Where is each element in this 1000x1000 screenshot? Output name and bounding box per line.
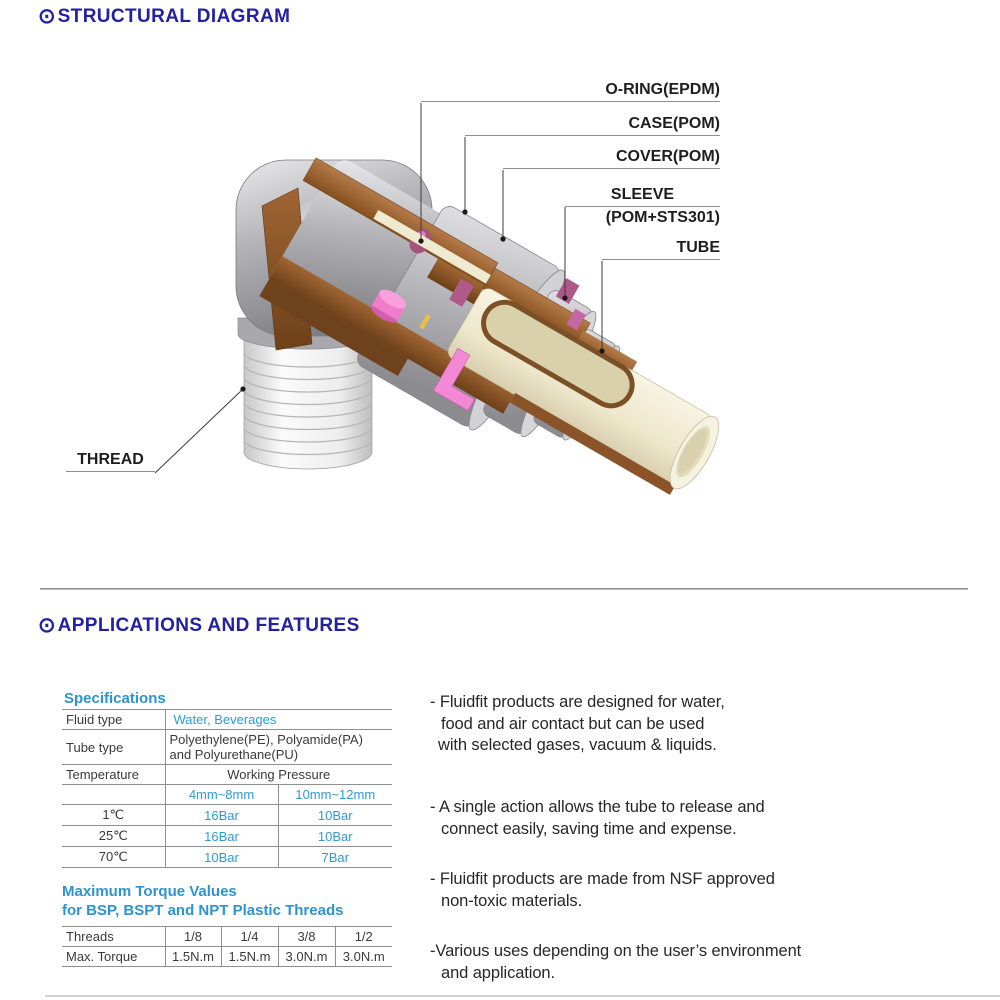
leader-thread	[155, 389, 243, 473]
temp-70c: 70℃	[62, 847, 165, 868]
fluid-type-label: Fluid type	[62, 710, 165, 730]
feature-item-2	[430, 797, 930, 840]
thread-size-1-8: 1/8	[165, 927, 221, 947]
feature-item-3	[430, 869, 930, 912]
bottom-rule	[45, 995, 1000, 997]
tube-type-line1: Polyethylene(PE), Polyamide(PA)	[169, 732, 363, 747]
spec-row-fluid	[62, 710, 392, 730]
structural-diagram-title: STRUCTURAL DIAGRAM	[57, 6, 291, 27]
thread-size-3-8: 3/8	[278, 927, 335, 947]
feature-1-line1: - Fluidfit products are designed for water,	[430, 693, 725, 711]
feature-1-line2: food and air contact but can be used	[441, 714, 705, 733]
size-col1: 4mm~8mm	[165, 785, 278, 805]
section-divider	[40, 588, 968, 590]
label-sleeve	[565, 186, 720, 229]
pressure-1c-large: 10Bar	[278, 805, 392, 826]
feature-1-line3: with selected gases, vacuum & liquids.	[438, 736, 717, 754]
max-torque-label: Max. Torque	[62, 947, 165, 967]
feature-2-line2: connect easily, saving time and expense.	[441, 819, 737, 838]
tube-type-label: Tube type	[62, 730, 165, 765]
pressure-70c-large: 7Bar	[278, 847, 392, 868]
temperature-label: Temperature	[62, 765, 165, 785]
torque-3-8: 3.0N.m	[278, 947, 335, 967]
temp-25c: 25℃	[62, 826, 165, 847]
tube-type-line2: and Polyurethane(PU)	[169, 747, 299, 762]
torque-1-2: 3.0N.m	[335, 947, 392, 967]
torque-table	[62, 926, 392, 967]
label-cover: COVER(POM)	[503, 148, 720, 169]
thread-size-1-2: 1/2	[335, 927, 392, 947]
bullet-circle-icon-2: ⊙	[38, 614, 56, 637]
torque-title-line2: for BSP, BSPT and NPT Plastic Threads	[62, 902, 344, 919]
spec-row-sizes	[62, 785, 392, 805]
spec-row-temp-header	[62, 765, 392, 785]
pressure-70c-small: 10Bar	[165, 847, 278, 868]
pressure-25c-large: 10Bar	[278, 826, 392, 847]
pressure-25c-small: 16Bar	[165, 826, 278, 847]
feature-4-line1: -Various uses depending on the user’s environment	[430, 942, 802, 960]
label-thread: THREAD	[66, 451, 155, 472]
specifications-title: Specifications	[64, 690, 166, 707]
bullet-circle-icon: ⊙	[38, 5, 56, 28]
feature-4-line2: and application.	[441, 963, 555, 982]
spec-row-25c	[62, 826, 392, 847]
torque-value-row	[62, 947, 392, 967]
applications-title: APPLICATIONS AND FEATURES	[57, 615, 360, 636]
feature-item-1	[430, 692, 930, 757]
label-oring: O-RING(EPDM)	[421, 81, 720, 102]
fluid-type-value: Water, Beverages	[165, 710, 392, 730]
pressure-1c-small: 16Bar	[165, 805, 278, 826]
label-sleeve-line2: (POM+STS301)	[605, 209, 720, 226]
spec-row-70c	[62, 847, 392, 868]
threads-label: Threads	[62, 927, 165, 947]
label-sleeve-line1: SLEEVE	[565, 186, 720, 207]
feature-2-line1: - A single action allows the tube to release and	[430, 798, 765, 816]
applications-heading	[38, 615, 360, 637]
torque-title-line1: Maximum Torque Values	[62, 883, 237, 900]
torque-1-8: 1.5N.m	[165, 947, 221, 967]
feature-item-4	[430, 941, 930, 984]
specifications-table	[62, 709, 392, 868]
torque-title	[62, 882, 343, 920]
size-empty-cell	[62, 785, 165, 805]
working-pressure-label: Working Pressure	[165, 765, 392, 785]
thread-size-1-4: 1/4	[221, 927, 278, 947]
spec-row-1c	[62, 805, 392, 826]
spec-row-tube	[62, 730, 392, 765]
torque-header-row	[62, 927, 392, 947]
label-tube: TUBE	[602, 239, 720, 260]
tube-type-value	[165, 730, 392, 765]
feature-3-line2: non-toxic materials.	[441, 891, 583, 910]
temp-1c: 1℃	[62, 805, 165, 826]
size-col2: 10mm~12mm	[278, 785, 392, 805]
feature-3-line1: - Fluidfit products are made from NSF approved	[430, 870, 775, 888]
label-case: CASE(POM)	[465, 115, 720, 136]
torque-1-4: 1.5N.m	[221, 947, 278, 967]
